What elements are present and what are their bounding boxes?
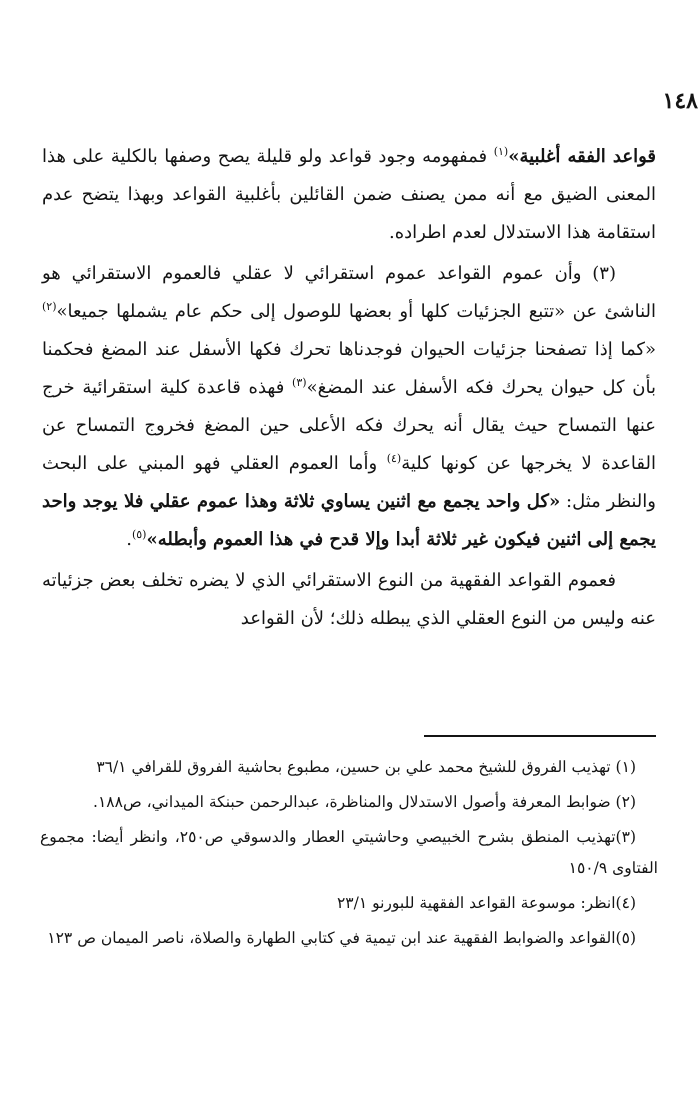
paragraph: [42, 138, 656, 252]
footnote-marker[interactable]: (١): [493, 145, 509, 158]
paragraph-text: (٣) وأن عموم القواعد عموم استقرائي لا عقلي فالعموم الاستقرائي هو الناشئ عن «تتبع الجزئيات كلها أو بعضها للوصول إلى حكم عام يشملها جميعا»: [42, 263, 656, 322]
paragraph: [42, 562, 656, 638]
footnote-separator: [424, 735, 656, 737]
footnote-item: (١) تهذيب الفروق للشيخ محمد علي بن حسين، مطبوع بحاشية الفروق للقرافي ٣٦/١: [96, 758, 636, 776]
quoted-text: قواعد الفقه أغلبية»: [508, 146, 657, 167]
paragraph-text: وأما العموم العقلي فهو المبني على البحث والنظر مثل:: [42, 453, 656, 512]
quoted-text: «كل واحد يجمع مع اثنين يساوي ثلاثة وهذا عموم عقلي فلا يوجد واحد يجمع إلى اثنين فيكون غير ثلاثة أبدا وإلا قدح في هذا العموم وأبطله»: [42, 491, 656, 550]
paragraph-text: .: [126, 529, 132, 550]
footnote-item: (٣)تهذيب المنطق بشرح الخبيصي وحاشيتي العطار والدسوقي ص٢٥٠، وانظر أيضا: مجموع الفتاوى ١٥٠/٩: [40, 828, 658, 877]
paragraph-text: فعموم القواعد الفقهية من النوع الاستقرائي الذي لا يضره تخلف بعض جزئياته عنه وليس من النوع العقلي الذي يبطله ذلك؛ لأن القواعد: [42, 570, 656, 629]
footnote-item: (٢) ضوابط المعرفة وأصول الاستدلال والمناظرة، عبدالرحمن حبنكة الميداني، ص١٨٨.: [93, 793, 636, 811]
paragraph-text: «كما إذا تصفحنا جزئيات الحيوان فوجدناها تحرك فكها الأسفل عند المضغ فحكمنا بأن كل حيوان يحرك فكه الأسفل عند المضغ»: [42, 339, 657, 398]
footnote-marker[interactable]: (٤): [386, 452, 402, 465]
footnote-marker[interactable]: (٢): [42, 300, 57, 313]
body-text: [42, 138, 656, 638]
page-number: ١٤٨: [662, 88, 698, 114]
footnote-marker[interactable]: (٣): [292, 376, 307, 389]
footnote-item: (٥)القواعد والضوابط الفقهية عند ابن تيمية في كتابي الطهارة والصلاة، ناصر الميمان ص ١٢٣: [47, 929, 636, 947]
footnotes-list: [40, 752, 658, 958]
paragraph-text: فهذه قاعدة كلية استقرائية خرج عنها التمساح حيث يقال أنه يحرك فكه الأعلى حين المضغ فخروج التمساح عن القاعدة لا يخرجها عن كونها كلية: [42, 377, 657, 474]
footnote-marker[interactable]: (٥): [131, 528, 147, 541]
paragraph-text: فمفهومه وجود قواعد ولو قليلة يصح وصفها بالكلية على هذا المعنى الضيق مع أنه ممن يصنف ضمن القائلين بأغلبية القواعد وبهذا يتضح عدم استقامة هذا الاستدلال لعدم اطراده.: [42, 146, 656, 243]
paragraph: [42, 255, 656, 559]
footnote-item: (٤)انظر: موسوعة القواعد الفقهية للبورنو ٢٣/١: [336, 894, 636, 912]
